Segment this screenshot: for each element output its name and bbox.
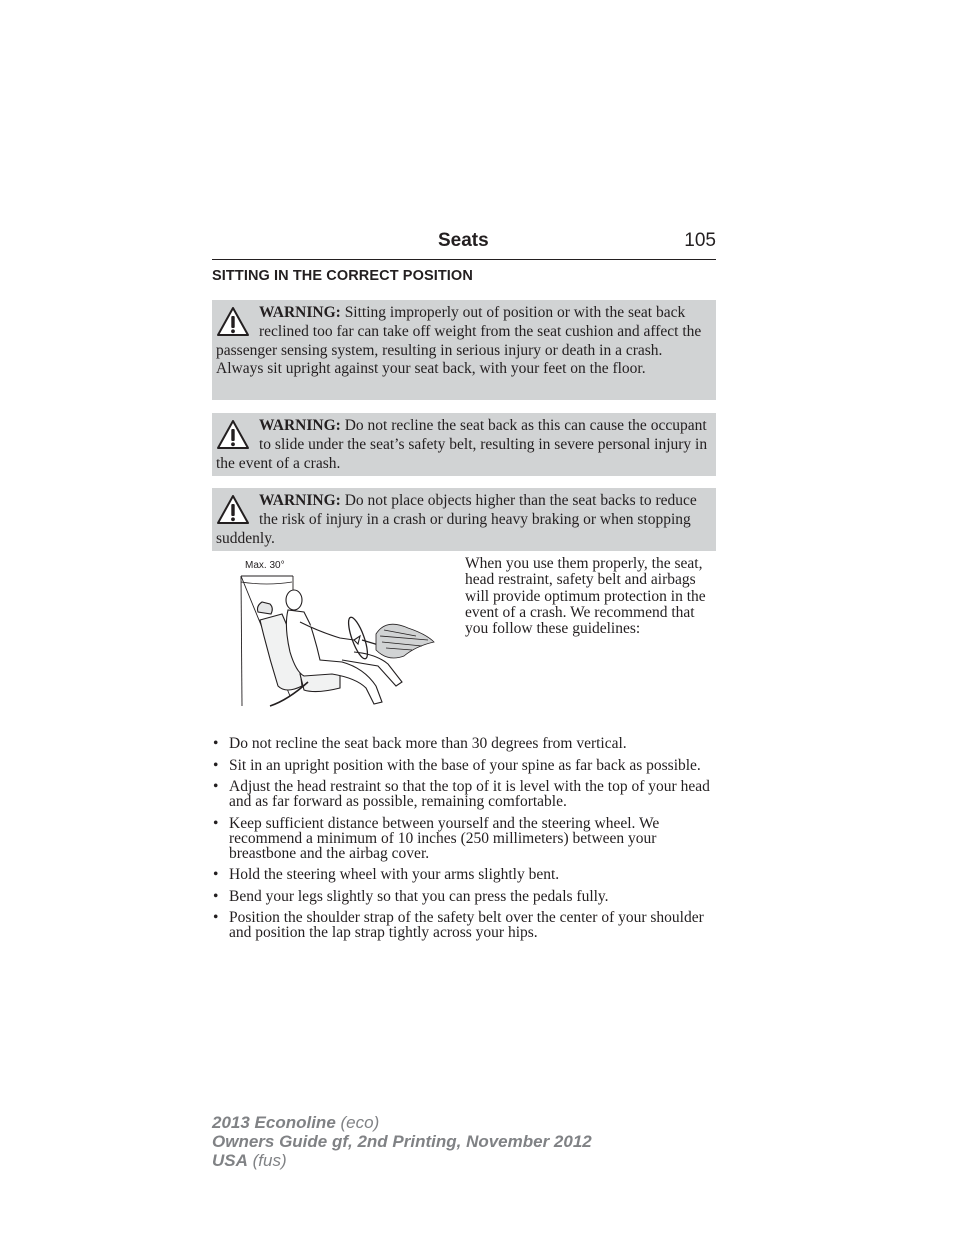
list-item [212,816,718,861]
list-item [212,867,718,882]
bullet-icon: • [213,887,219,905]
footer-model: 2013 Econoline [212,1113,336,1132]
warning-box [212,300,716,400]
bullet-icon: • [213,756,219,774]
list-item-text: Keep sufficient distance between yourself and the steering wheel. We recommend a minimum of 10 inches (250 millimeters) between your breastbone and the airbag cover. [229,814,660,862]
warning-triangle-icon [216,306,250,338]
warning-box [212,488,716,551]
airbag-shape [376,624,434,658]
bullet-icon: • [213,909,219,926]
bullet-icon: • [213,735,219,752]
page-title: Seats [438,230,489,251]
list-item-text: Position the shoulder strap of the safety belt over the center of your shoulder and position the lap strap tightly across your hips. [229,909,704,941]
page-number: 105 [684,230,716,251]
footer-guide-info: Owners Guide gf, 2nd Printing, November 2012 [212,1132,592,1151]
warning-label: WARNING: [259,492,341,509]
list-item [212,779,718,809]
warning-triangle-icon [216,419,250,451]
list-item-text: Hold the steering wheel with your arms slightly bent. [229,866,560,883]
warning-text: Do not place objects higher than the seat backs to reduce the risk of injury in a crash or during heavy braking or when stopping suddenly. [216,492,697,547]
warning-box [212,413,716,476]
bullet-icon: • [213,778,219,795]
footer-model-code: (eco) [335,1113,380,1132]
seated-driver-illustration [236,556,436,716]
bullet-icon: • [213,866,219,883]
bullet-icon: • [213,814,219,832]
list-item [212,910,718,940]
footer-line [212,1113,592,1132]
list-item [212,889,718,904]
footer-line [212,1132,592,1151]
intro-paragraph: When you use them properly, the seat, head restraint, safety belt and airbags will provide optimum protection in the event of a crash. We recommend that you follow these guidelines: [465,555,706,638]
guidelines-list [212,736,718,947]
list-item-text: Adjust the head restraint so that the top of it is level with the top of your head and as far forward as possible, remaining comfortable. [229,778,710,810]
warning-triangle-icon [216,494,250,526]
warning-label: WARNING: [259,304,341,321]
list-item-text: Do not recline the seat back more than 30 degrees from vertical. [229,735,627,752]
page-header [212,229,716,260]
section-heading: SITTING IN THE CORRECT POSITION [212,268,473,284]
footer-market: USA [212,1151,248,1170]
footer-market-code: (fus) [247,1151,287,1170]
page-footer [212,1113,592,1170]
warning-label: WARNING: [259,417,341,434]
list-item-text: Sit in an upright position with the base of your spine as far back as possible. [229,756,701,774]
warning-text: Sitting improperly out of position or with the seat back reclined too far can take off weight from the seat cushion and affect the passenger sensing system, resulting in serious injury or death in a crash. Always sit upright against your seat back, with your feet on the floor. [216,304,702,378]
footer-line [212,1151,592,1170]
list-item [212,736,718,751]
max-angle-label: Max. 30° [245,560,285,571]
warning-text: Do not recline the seat back as this can cause the occupant to slide under the seat’s safety belt, resulting in severe personal injury in the event of a crash. [216,417,708,472]
list-item [212,758,718,773]
list-item-text: Bend your legs slightly so that you can press the pedals fully. [229,887,609,905]
